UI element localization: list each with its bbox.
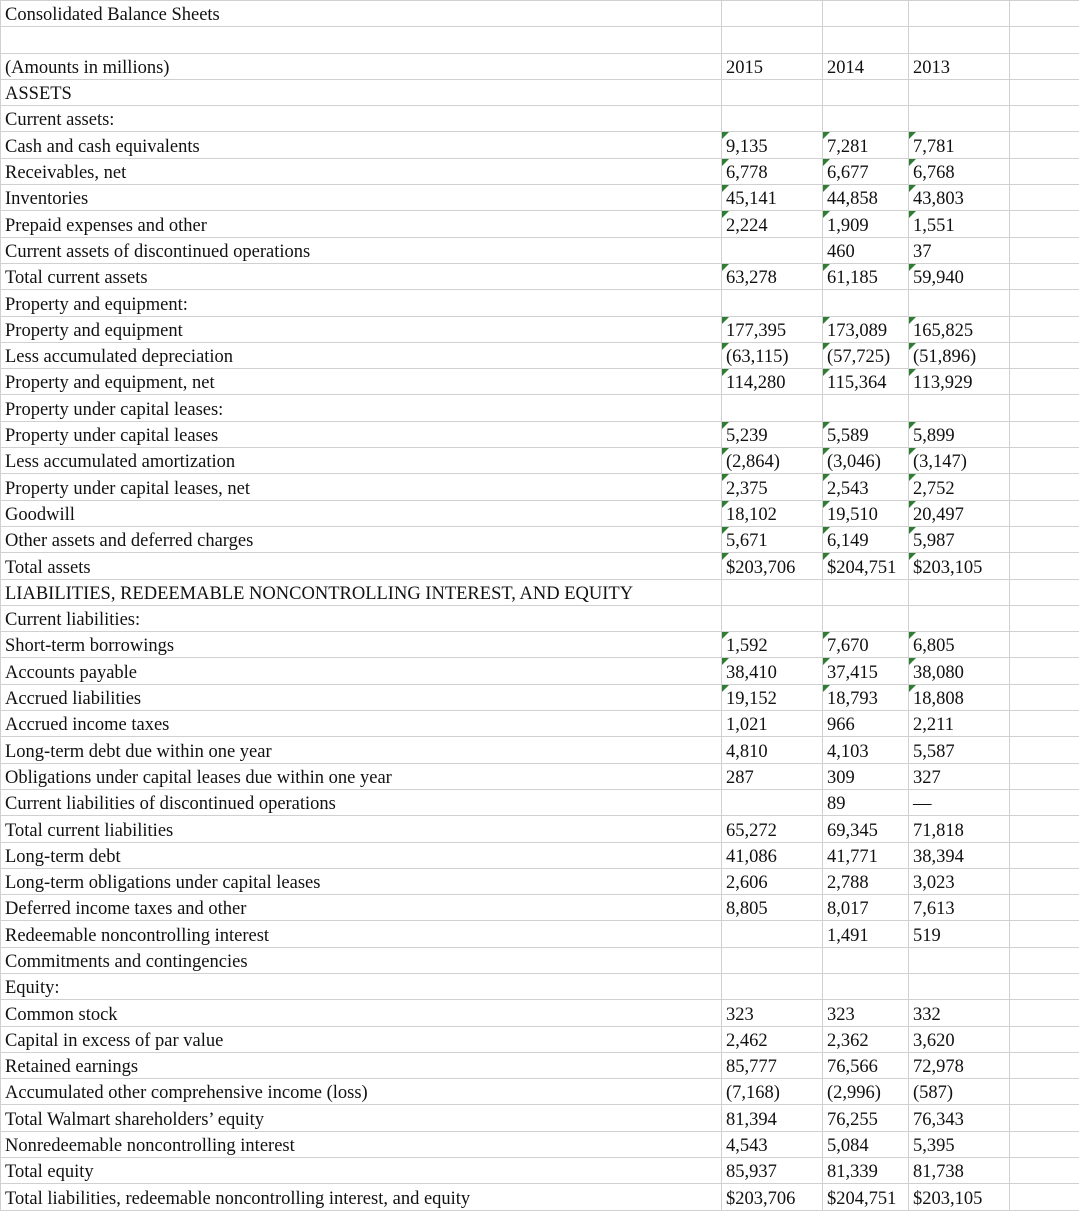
value-2014-cell[interactable]: 7,281 — [823, 132, 909, 158]
row-label-cell[interactable]: Receivables, net — [1, 158, 722, 184]
value-2013-cell[interactable]: 3,023 — [909, 868, 1010, 894]
table-row — [1, 448, 1079, 474]
value-2015-cell[interactable]: $203,706 — [722, 1184, 823, 1210]
table-row — [1, 185, 1079, 211]
row-label-cell[interactable]: Property and equipment — [1, 316, 722, 342]
value-2013-cell[interactable]: 332 — [909, 1000, 1010, 1026]
value-2015-cell[interactable]: 287 — [722, 763, 823, 789]
table-row — [1, 290, 1079, 316]
cell[interactable] — [1010, 369, 1079, 395]
value-2013-cell[interactable]: 38,080 — [909, 658, 1010, 684]
value-2013-cell[interactable]: 7,781 — [909, 132, 1010, 158]
table-row — [1, 1026, 1079, 1052]
value-2013-cell[interactable]: 113,929 — [909, 369, 1010, 395]
value-2014-cell[interactable]: 6,149 — [823, 526, 909, 552]
row-label-cell[interactable]: Long-term debt due within one year — [1, 737, 722, 763]
row-label-cell[interactable]: Inventories — [1, 185, 722, 211]
value-2015-cell[interactable]: 85,777 — [722, 1052, 823, 1078]
table-row — [1, 421, 1079, 447]
value-2015-cell[interactable]: (7,168) — [722, 1079, 823, 1105]
value-2015-cell[interactable]: 8,805 — [722, 895, 823, 921]
row-label-cell[interactable]: Capital in excess of par value — [1, 1026, 722, 1052]
value-2015-cell[interactable] — [722, 789, 823, 815]
row-label-cell[interactable]: Commitments and contingencies — [1, 947, 722, 973]
value-2015-cell[interactable]: (2,864) — [722, 448, 823, 474]
value-2013-cell[interactable]: $203,105 — [909, 1184, 1010, 1210]
value-2013-cell[interactable]: 6,768 — [909, 158, 1010, 184]
value-2013-cell[interactable]: 327 — [909, 763, 1010, 789]
value-2013-cell[interactable]: 76,343 — [909, 1105, 1010, 1131]
row-label-cell[interactable]: Common stock — [1, 1000, 722, 1026]
table-row — [1, 895, 1079, 921]
cell[interactable] — [1010, 921, 1079, 947]
row-label-cell[interactable]: ASSETS — [1, 79, 722, 105]
value-2013-cell[interactable]: $203,105 — [909, 553, 1010, 579]
cell[interactable] — [1010, 553, 1079, 579]
value-2014-cell[interactable] — [823, 106, 909, 132]
value-2013-cell[interactable]: 519 — [909, 921, 1010, 947]
value-2014-cell[interactable]: 76,255 — [823, 1105, 909, 1131]
table-row — [1, 132, 1079, 158]
value-2014-cell[interactable] — [823, 605, 909, 631]
value-2013-cell[interactable]: 5,899 — [909, 421, 1010, 447]
cell[interactable] — [1010, 1026, 1079, 1052]
value-2015-cell[interactable]: 1,021 — [722, 711, 823, 737]
value-2014-cell[interactable]: 4,103 — [823, 737, 909, 763]
row-label-cell[interactable]: Total assets — [1, 553, 722, 579]
value-2015-cell[interactable]: 4,543 — [722, 1131, 823, 1157]
value-2013-cell[interactable]: 72,978 — [909, 1052, 1010, 1078]
table-row — [1, 395, 1079, 421]
row-label-cell[interactable]: Cash and cash equivalents — [1, 132, 722, 158]
value-2013-cell[interactable]: 59,940 — [909, 263, 1010, 289]
cell[interactable] — [1010, 973, 1079, 999]
value-2013-cell[interactable] — [909, 290, 1010, 316]
table-row — [1, 1158, 1079, 1184]
value-2015-cell[interactable] — [722, 79, 823, 105]
table-row — [1, 1000, 1079, 1026]
value-2014-cell[interactable] — [823, 973, 909, 999]
cell[interactable] — [1010, 658, 1079, 684]
row-label-cell[interactable]: Property under capital leases: — [1, 395, 722, 421]
value-2015-cell[interactable]: 2,375 — [722, 474, 823, 500]
value-2014-cell[interactable]: 81,339 — [823, 1158, 909, 1184]
value-2013-cell[interactable]: 38,394 — [909, 842, 1010, 868]
value-2014-cell[interactable]: 61,185 — [823, 263, 909, 289]
cell[interactable] — [909, 1, 1010, 27]
value-2014-cell[interactable]: (2,996) — [823, 1079, 909, 1105]
cell[interactable] — [1010, 500, 1079, 526]
table-row — [1, 921, 1079, 947]
row-label-cell[interactable]: Property and equipment, net — [1, 369, 722, 395]
table-row — [1, 553, 1079, 579]
value-2014-cell[interactable]: (57,725) — [823, 342, 909, 368]
cell[interactable] — [1010, 1079, 1079, 1105]
value-2015-cell[interactable] — [722, 237, 823, 263]
value-2014-cell[interactable]: 309 — [823, 763, 909, 789]
value-2014-cell[interactable]: 173,089 — [823, 316, 909, 342]
cell[interactable] — [1010, 211, 1079, 237]
value-2015-cell[interactable]: 38,410 — [722, 658, 823, 684]
cell[interactable] — [722, 27, 823, 53]
sheet-title-cell[interactable]: Consolidated Balance Sheets — [1, 1, 722, 27]
value-2014-cell[interactable]: (3,046) — [823, 448, 909, 474]
value-2014-cell[interactable]: $204,751 — [823, 553, 909, 579]
value-2015-cell[interactable]: 5,239 — [722, 421, 823, 447]
value-2014-cell[interactable] — [823, 947, 909, 973]
value-2014-cell[interactable]: 115,364 — [823, 369, 909, 395]
table-row — [1, 500, 1079, 526]
table-row — [1, 342, 1079, 368]
value-2014-cell[interactable]: 2,362 — [823, 1026, 909, 1052]
value-2015-cell[interactable]: $203,706 — [722, 553, 823, 579]
row-label-cell[interactable]: Less accumulated depreciation — [1, 342, 722, 368]
value-2014-cell[interactable]: 76,566 — [823, 1052, 909, 1078]
row-label-cell[interactable]: Deferred income taxes and other — [1, 895, 722, 921]
row-label-cell[interactable]: Redeemable noncontrolling interest — [1, 921, 722, 947]
row-label-cell[interactable]: Accumulated other comprehensive income (loss) — [1, 1079, 722, 1105]
cell[interactable] — [1010, 763, 1079, 789]
cell[interactable] — [1010, 290, 1079, 316]
row-label-cell[interactable]: Accrued income taxes — [1, 711, 722, 737]
table-row — [1, 789, 1079, 815]
value-2015-cell[interactable]: 85,937 — [722, 1158, 823, 1184]
value-2014-cell[interactable] — [823, 395, 909, 421]
value-2013-cell[interactable] — [909, 106, 1010, 132]
cell[interactable] — [1010, 947, 1079, 973]
row-label-cell[interactable]: Long-term debt — [1, 842, 722, 868]
value-2013-cell[interactable]: — — [909, 789, 1010, 815]
table-row — [1, 868, 1079, 894]
row-label-cell[interactable]: Current liabilities: — [1, 605, 722, 631]
row-label-cell[interactable]: Equity: — [1, 973, 722, 999]
row-label-cell[interactable]: Property under capital leases, net — [1, 474, 722, 500]
amounts-note-cell[interactable]: (Amounts in millions) — [1, 53, 722, 79]
value-2014-cell[interactable]: 2,788 — [823, 868, 909, 894]
cell[interactable] — [1010, 605, 1079, 631]
value-2015-cell[interactable]: 114,280 — [722, 369, 823, 395]
cell[interactable] — [909, 27, 1010, 53]
blank-row — [1, 27, 1079, 53]
row-label-cell[interactable]: Accounts payable — [1, 658, 722, 684]
value-2014-cell[interactable]: 37,415 — [823, 658, 909, 684]
cell[interactable] — [1010, 737, 1079, 763]
value-2013-cell[interactable]: 18,808 — [909, 684, 1010, 710]
value-2015-cell[interactable] — [722, 106, 823, 132]
table-row — [1, 316, 1079, 342]
value-2013-cell[interactable]: (51,896) — [909, 342, 1010, 368]
cell[interactable] — [1010, 526, 1079, 552]
value-2013-cell[interactable]: 71,818 — [909, 816, 1010, 842]
value-2014-cell[interactable]: 19,510 — [823, 500, 909, 526]
cell[interactable] — [1010, 158, 1079, 184]
value-2015-cell[interactable] — [722, 921, 823, 947]
row-label-cell[interactable]: LIABILITIES, REDEEMABLE NONCONTROLLING INTEREST, AND EQUITY — [1, 579, 722, 605]
value-2015-cell[interactable]: 177,395 — [722, 316, 823, 342]
row-label-cell[interactable]: Current assets of discontinued operations — [1, 237, 722, 263]
cell[interactable] — [1, 27, 722, 53]
table-row — [1, 816, 1079, 842]
value-2014-cell[interactable]: 460 — [823, 237, 909, 263]
cell[interactable] — [1010, 237, 1079, 263]
value-2014-cell[interactable]: 6,677 — [823, 158, 909, 184]
table-row — [1, 526, 1079, 552]
row-label-cell[interactable]: Retained earnings — [1, 1052, 722, 1078]
cell[interactable] — [1010, 395, 1079, 421]
table-row — [1, 711, 1079, 737]
cell[interactable] — [1010, 474, 1079, 500]
value-2013-cell[interactable]: 165,825 — [909, 316, 1010, 342]
cell[interactable] — [722, 1, 823, 27]
value-2015-cell[interactable] — [722, 290, 823, 316]
row-label-cell[interactable]: Current assets: — [1, 106, 722, 132]
value-2014-cell[interactable]: 44,858 — [823, 185, 909, 211]
cell[interactable] — [1010, 816, 1079, 842]
cell[interactable] — [1010, 185, 1079, 211]
table-row — [1, 579, 1079, 605]
table-row — [1, 684, 1079, 710]
table-row — [1, 263, 1079, 289]
table-row — [1, 1105, 1079, 1131]
value-2013-cell[interactable] — [909, 79, 1010, 105]
value-2013-cell[interactable]: (587) — [909, 1079, 1010, 1105]
table-row — [1, 737, 1079, 763]
value-2014-cell[interactable]: 966 — [823, 711, 909, 737]
value-2013-cell[interactable] — [909, 947, 1010, 973]
table-row — [1, 211, 1079, 237]
row-label-cell[interactable]: Goodwill — [1, 500, 722, 526]
row-label-cell[interactable]: Long-term obligations under capital leases — [1, 868, 722, 894]
row-label-cell[interactable]: Nonredeemable noncontrolling interest — [1, 1131, 722, 1157]
value-2013-cell[interactable] — [909, 395, 1010, 421]
table-row — [1, 632, 1079, 658]
value-2015-cell[interactable]: 65,272 — [722, 816, 823, 842]
value-2014-cell[interactable]: 5,084 — [823, 1131, 909, 1157]
value-2015-cell[interactable] — [722, 947, 823, 973]
cell[interactable] — [1010, 632, 1079, 658]
value-2013-cell[interactable] — [909, 579, 1010, 605]
value-2015-cell[interactable]: 9,135 — [722, 132, 823, 158]
cell[interactable] — [1010, 1105, 1079, 1131]
value-2014-cell[interactable]: 89 — [823, 789, 909, 815]
value-2013-cell[interactable]: 5,587 — [909, 737, 1010, 763]
cell[interactable] — [1010, 132, 1079, 158]
table-row — [1, 658, 1079, 684]
value-2015-cell[interactable] — [722, 605, 823, 631]
value-2013-cell[interactable]: 1,551 — [909, 211, 1010, 237]
value-2014-cell[interactable]: 323 — [823, 1000, 909, 1026]
cell[interactable] — [1010, 53, 1079, 79]
value-2015-cell[interactable]: 2,462 — [722, 1026, 823, 1052]
table-row — [1, 605, 1079, 631]
value-2013-cell[interactable]: 7,613 — [909, 895, 1010, 921]
value-2015-cell[interactable]: 81,394 — [722, 1105, 823, 1131]
row-label-cell[interactable]: Less accumulated amortization — [1, 448, 722, 474]
value-2013-cell[interactable]: 2,752 — [909, 474, 1010, 500]
table-row — [1, 842, 1079, 868]
year-2014-header[interactable]: 2014 — [823, 53, 909, 79]
value-2014-cell[interactable]: 1,909 — [823, 211, 909, 237]
row-label-cell[interactable]: Short-term borrowings — [1, 632, 722, 658]
cell[interactable] — [1010, 1184, 1079, 1210]
value-2014-cell[interactable]: 8,017 — [823, 895, 909, 921]
value-2013-cell[interactable]: 3,620 — [909, 1026, 1010, 1052]
value-2013-cell[interactable] — [909, 605, 1010, 631]
cell[interactable] — [1010, 79, 1079, 105]
row-label-cell[interactable]: Property and equipment: — [1, 290, 722, 316]
table-row — [1, 158, 1079, 184]
value-2015-cell[interactable]: 2,606 — [722, 868, 823, 894]
cell[interactable] — [1010, 421, 1079, 447]
value-2015-cell[interactable] — [722, 973, 823, 999]
value-2015-cell[interactable]: 4,810 — [722, 737, 823, 763]
table-row — [1, 763, 1079, 789]
value-2015-cell[interactable]: 323 — [722, 1000, 823, 1026]
value-2015-cell[interactable] — [722, 395, 823, 421]
cell[interactable] — [1010, 895, 1079, 921]
row-label-cell[interactable]: Accrued liabilities — [1, 684, 722, 710]
cell[interactable] — [1010, 684, 1079, 710]
value-2015-cell[interactable]: 19,152 — [722, 684, 823, 710]
cell[interactable] — [1010, 448, 1079, 474]
value-2013-cell[interactable] — [909, 973, 1010, 999]
cell[interactable] — [1010, 1000, 1079, 1026]
cell[interactable] — [1010, 1052, 1079, 1078]
cell[interactable] — [1010, 263, 1079, 289]
value-2013-cell[interactable]: 43,803 — [909, 185, 1010, 211]
row-label-cell[interactable]: Total equity — [1, 1158, 722, 1184]
table-row — [1, 1079, 1079, 1105]
table-row — [1, 79, 1079, 105]
table-row — [1, 973, 1079, 999]
row-label-cell[interactable]: Total current assets — [1, 263, 722, 289]
value-2015-cell[interactable]: 1,592 — [722, 632, 823, 658]
value-2015-cell[interactable]: 18,102 — [722, 500, 823, 526]
value-2014-cell[interactable] — [823, 79, 909, 105]
row-label-cell[interactable]: Current liabilities of discontinued operations — [1, 789, 722, 815]
cell[interactable] — [1010, 1158, 1079, 1184]
cell[interactable] — [1010, 1, 1079, 27]
year-2013-header[interactable]: 2013 — [909, 53, 1010, 79]
cell[interactable] — [1010, 27, 1079, 53]
value-2015-cell[interactable]: 63,278 — [722, 263, 823, 289]
row-label-cell[interactable]: Total liabilities, redeemable noncontrolling interest, and equity — [1, 1184, 722, 1210]
value-2013-cell[interactable]: 2,211 — [909, 711, 1010, 737]
row-label-cell[interactable]: Obligations under capital leases due within one year — [1, 763, 722, 789]
value-2013-cell[interactable]: 37 — [909, 237, 1010, 263]
value-2014-cell[interactable]: 7,670 — [823, 632, 909, 658]
cell[interactable] — [1010, 342, 1079, 368]
value-2014-cell[interactable]: 18,793 — [823, 684, 909, 710]
cell[interactable] — [1010, 789, 1079, 815]
cell[interactable] — [1010, 316, 1079, 342]
value-2013-cell[interactable]: 5,395 — [909, 1131, 1010, 1157]
cell[interactable] — [1010, 868, 1079, 894]
cell[interactable] — [1010, 711, 1079, 737]
row-label-cell[interactable]: Total Walmart shareholders’ equity — [1, 1105, 722, 1131]
value-2014-cell[interactable]: 69,345 — [823, 816, 909, 842]
table-row — [1, 237, 1079, 263]
value-2014-cell[interactable]: $204,751 — [823, 1184, 909, 1210]
table-row — [1, 1131, 1079, 1157]
value-2013-cell[interactable]: (3,147) — [909, 448, 1010, 474]
value-2014-cell[interactable]: 2,543 — [823, 474, 909, 500]
value-2013-cell[interactable]: 20,497 — [909, 500, 1010, 526]
row-label-cell[interactable]: Prepaid expenses and other — [1, 211, 722, 237]
year-2015-header[interactable]: 2015 — [722, 53, 823, 79]
value-2015-cell[interactable]: 2,224 — [722, 211, 823, 237]
table-row — [1, 369, 1079, 395]
value-2014-cell[interactable]: 41,771 — [823, 842, 909, 868]
value-2014-cell[interactable] — [823, 290, 909, 316]
cell[interactable] — [823, 27, 909, 53]
value-2015-cell[interactable]: 5,671 — [722, 526, 823, 552]
table-row — [1, 947, 1079, 973]
cell[interactable] — [1010, 579, 1079, 605]
value-2015-cell[interactable]: 41,086 — [722, 842, 823, 868]
value-2015-cell[interactable]: 6,778 — [722, 158, 823, 184]
title-row — [1, 1, 1079, 27]
header-row — [1, 53, 1079, 79]
row-label-cell[interactable]: Total current liabilities — [1, 816, 722, 842]
value-2014-cell[interactable]: 5,589 — [823, 421, 909, 447]
value-2014-cell[interactable]: 1,491 — [823, 921, 909, 947]
value-2015-cell[interactable]: (63,115) — [722, 342, 823, 368]
cell[interactable] — [1010, 1131, 1079, 1157]
value-2015-cell[interactable]: 45,141 — [722, 185, 823, 211]
table-row — [1, 474, 1079, 500]
value-2013-cell[interactable]: 81,738 — [909, 1158, 1010, 1184]
value-2014-cell[interactable] — [823, 579, 909, 605]
table-row — [1, 106, 1079, 132]
row-label-cell[interactable]: Property under capital leases — [1, 421, 722, 447]
value-2015-cell[interactable] — [722, 579, 823, 605]
value-2013-cell[interactable]: 6,805 — [909, 632, 1010, 658]
table-row — [1, 1052, 1079, 1078]
cell[interactable] — [1010, 842, 1079, 868]
cell[interactable] — [823, 1, 909, 27]
row-label-cell[interactable]: Other assets and deferred charges — [1, 526, 722, 552]
cell[interactable] — [1010, 106, 1079, 132]
table-row — [1, 1184, 1079, 1210]
value-2013-cell[interactable]: 5,987 — [909, 526, 1010, 552]
